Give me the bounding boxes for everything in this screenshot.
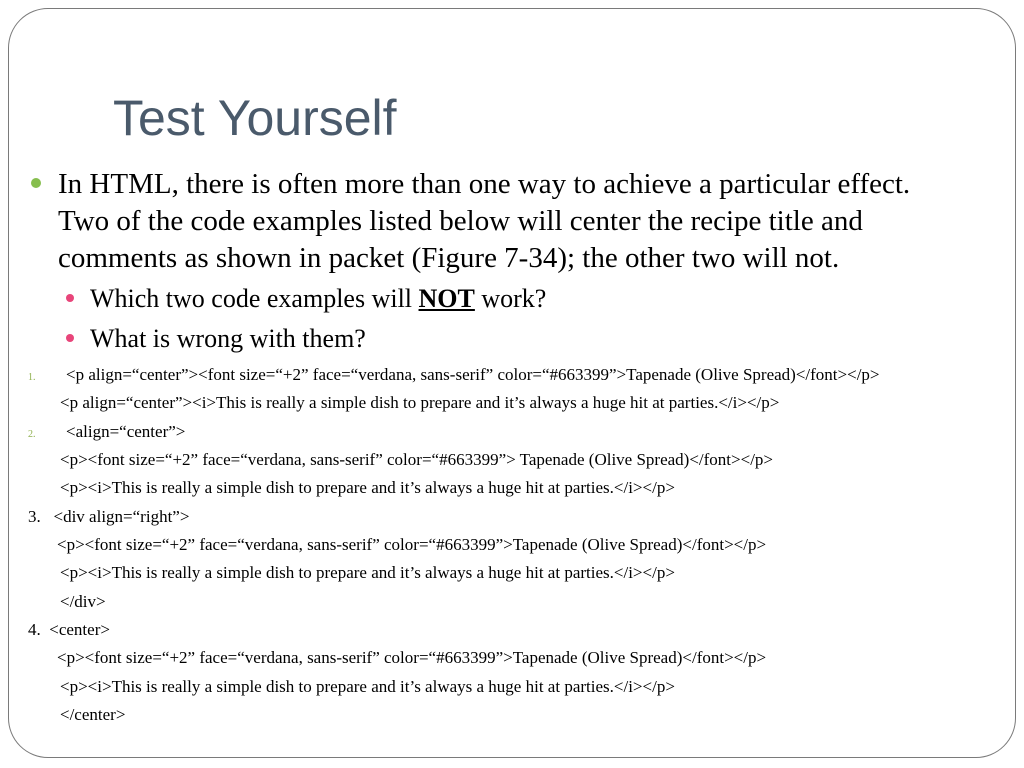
main-bullet-dot-icon — [31, 178, 41, 188]
emphasis-not: NOT — [418, 284, 475, 313]
sub-bullet-dot-icon — [66, 294, 74, 302]
code-line — [0, 446, 880, 474]
code-text: <p><i>This is really a simple dish to prepare and it’s always a huge hit at parties.</i></p> — [60, 563, 675, 583]
code-line — [0, 361, 880, 389]
code-text: <p><i>This is really a simple dish to prepare and it’s always a huge hit at parties.</i></p> — [60, 676, 675, 696]
code-line — [0, 474, 880, 502]
code-line — [0, 588, 880, 616]
code-line — [0, 701, 880, 729]
sub-bullet-question-1 — [90, 279, 546, 319]
sub-bullet-question-2 — [90, 319, 366, 359]
code-text: <p><font size=“+2” face=“verdana, sans-serif” color=“#663399”>Tapenade (Olive Spread)</font></p> — [57, 534, 767, 554]
code-line — [0, 644, 880, 672]
list-number: 1. — [28, 372, 36, 383]
code-text: 3. <div align=“right”> — [28, 506, 190, 526]
code-text: 4. <center> — [28, 619, 110, 639]
sub-bullet-text: Which two code examples will — [90, 284, 419, 313]
main-bullet-line: In HTML, there is often more than one way to achieve a particular effect. — [58, 168, 911, 200]
code-text: <p align=“center”><font size=“+2” face=“verdana, sans-serif” color=“#663399”>Tapenade (Olive Spread)</font></p> — [66, 365, 880, 384]
code-line — [0, 616, 880, 644]
code-line — [0, 418, 880, 446]
code-line — [0, 531, 880, 559]
main-bullet-line: Two of the code examples listed below will center the recipe title and — [58, 205, 863, 237]
code-text: </div> — [60, 591, 106, 611]
sub-bullet-text: What is wrong with them? — [90, 324, 366, 353]
main-bullet-line: comments as shown in packet (Figure 7-34); the other two will not. — [58, 242, 840, 274]
code-line — [0, 559, 880, 587]
code-line — [0, 503, 880, 531]
code-text: <p><i>This is really a simple dish to prepare and it’s always a huge hit at parties.</i></p> — [60, 478, 675, 498]
sub-bullet-dot-icon — [66, 334, 74, 342]
slide-title: Test Yourself — [113, 90, 397, 146]
code-examples — [0, 361, 880, 729]
code-line — [0, 673, 880, 701]
code-text: </center> — [60, 704, 126, 724]
list-number: 2. — [28, 428, 36, 440]
code-text: <p><font size=“+2” face=“verdana, sans-serif” color=“#663399”>Tapenade (Olive Spread)</font></p> — [57, 648, 767, 668]
code-line — [0, 389, 880, 417]
code-text: <align=“center”> — [66, 421, 186, 441]
sub-bullet-text: work? — [474, 284, 547, 313]
code-text: <p align=“center”><i>This is really a simple dish to prepare and it’s always a huge hit at parties.</i></p> — [60, 393, 780, 413]
main-bullet-text — [58, 166, 910, 277]
code-text: <p><font size=“+2” face=“verdana, sans-serif” color=“#663399”> Tapenade (Olive Spread)</font></p> — [60, 449, 774, 469]
